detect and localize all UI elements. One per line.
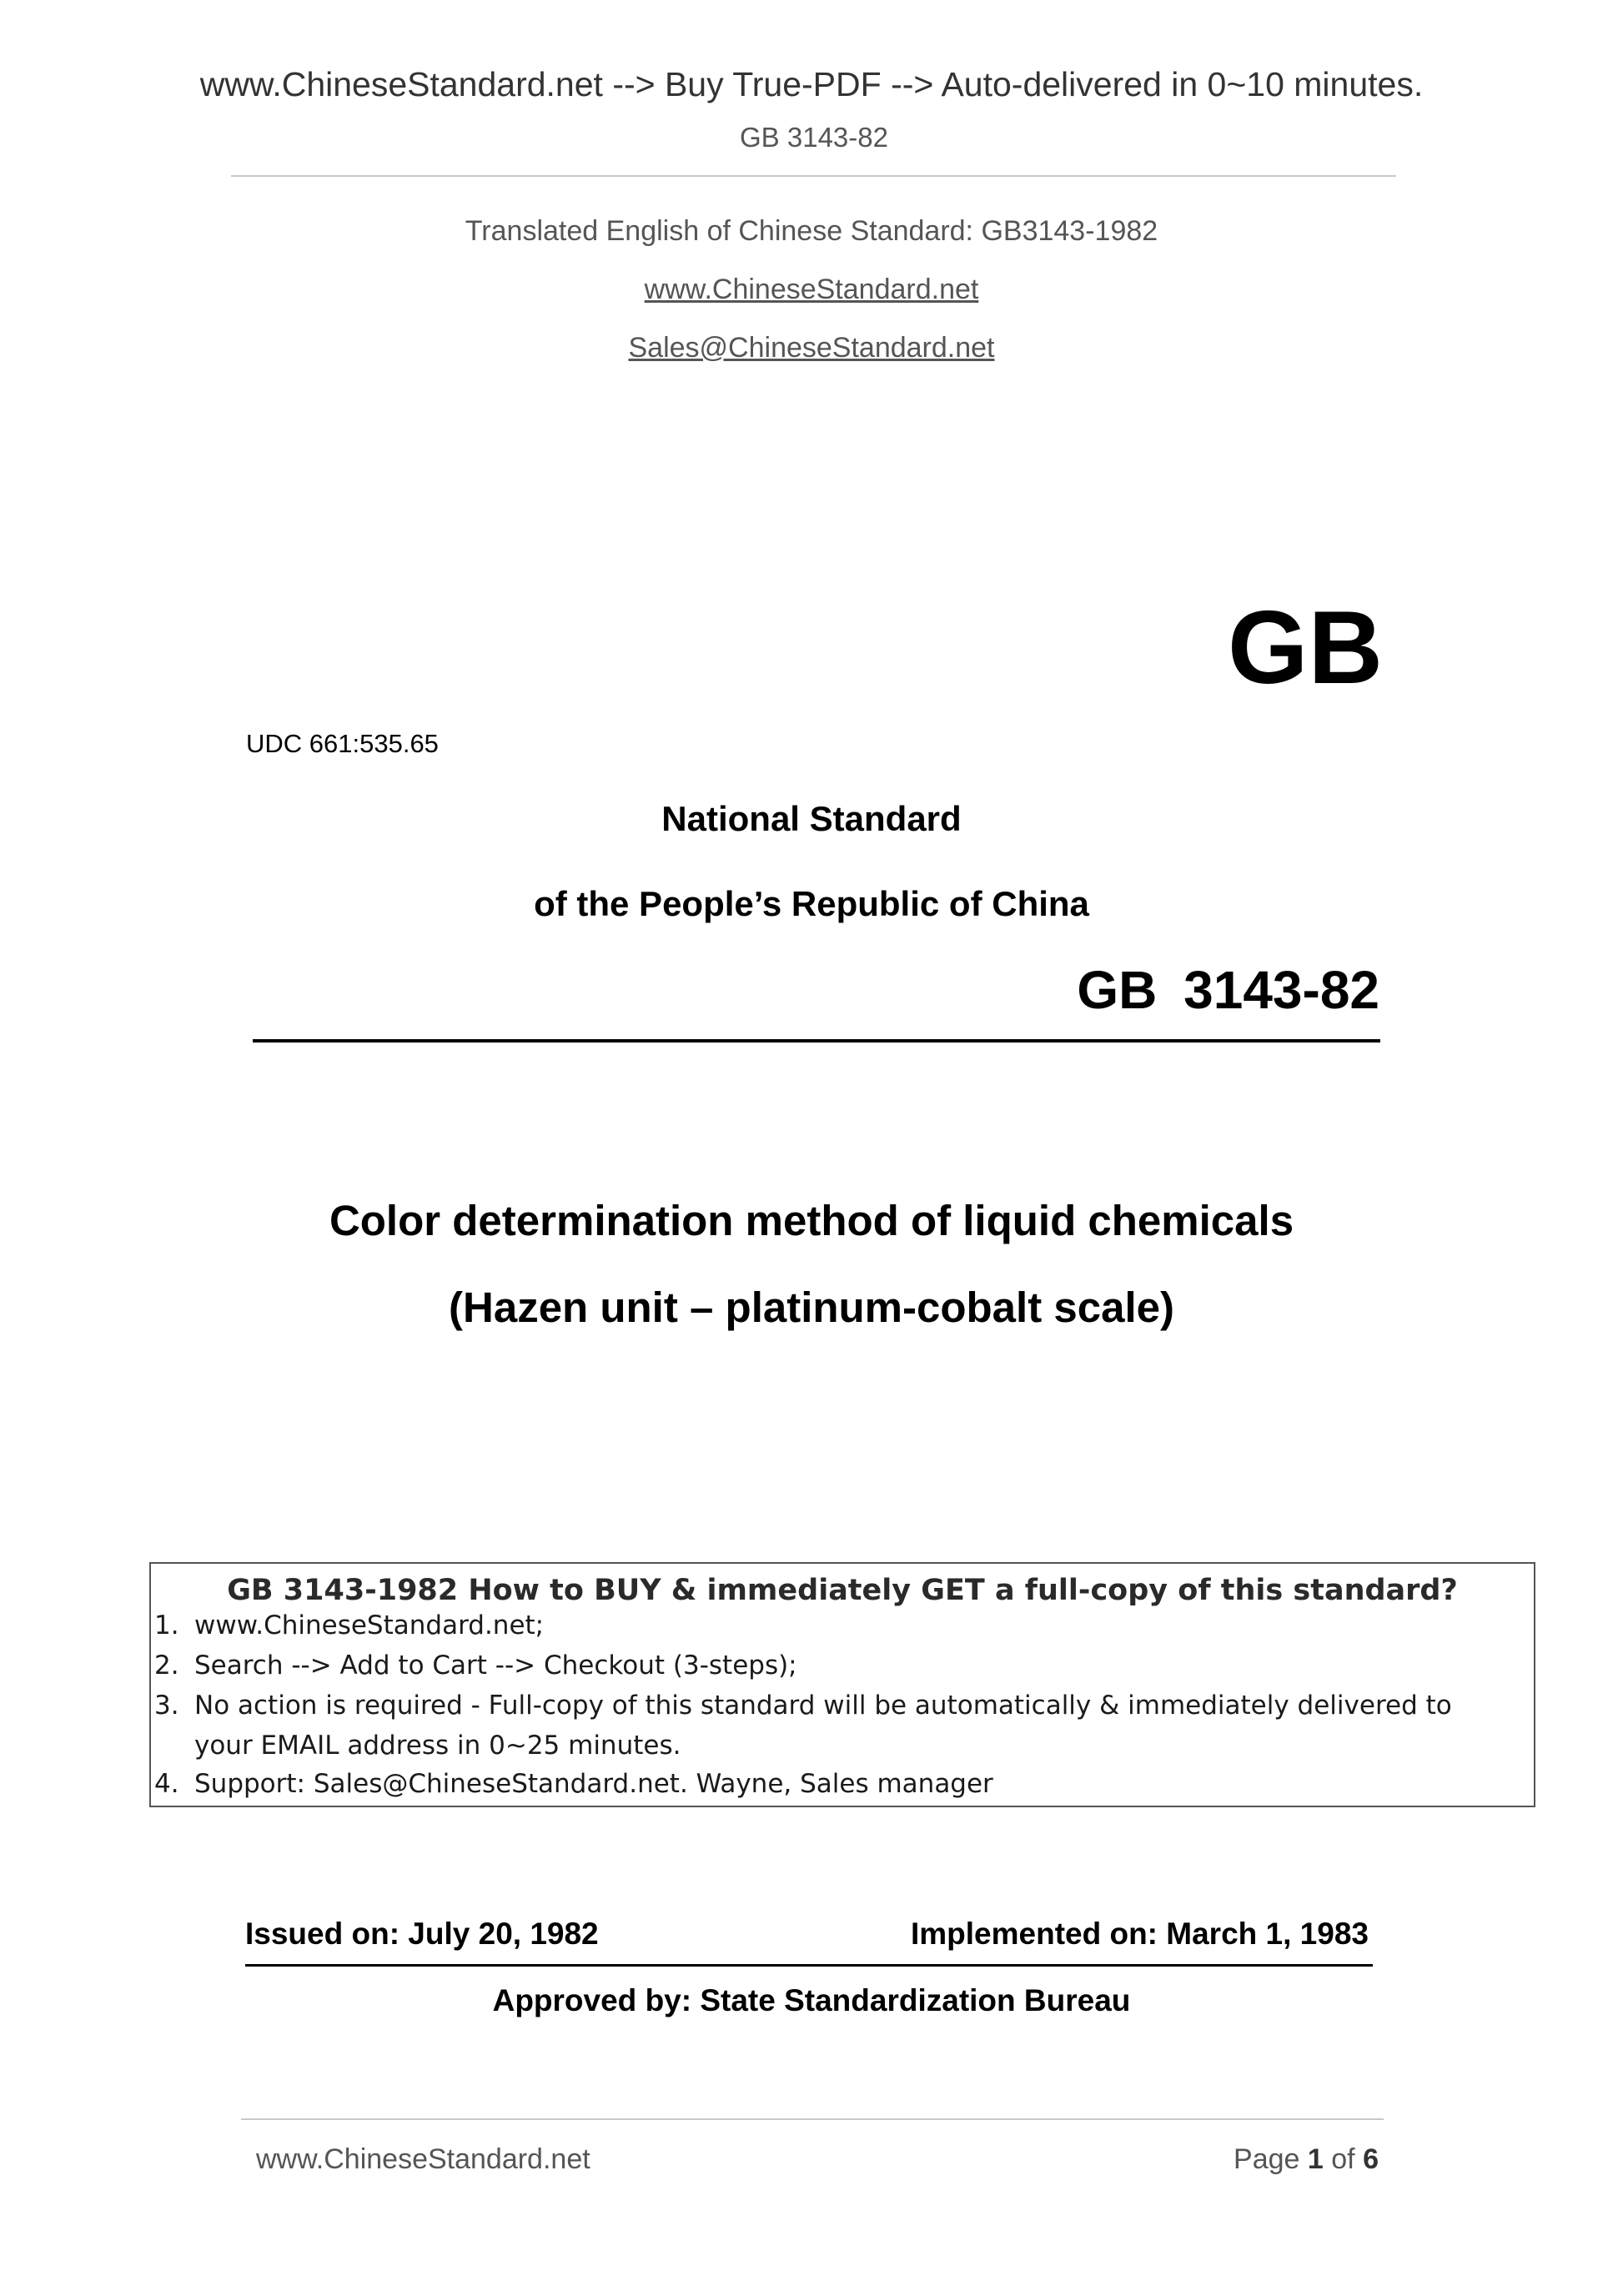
sales-email-row (0, 332, 1623, 364)
sales-email-link[interactable]: Sales@ChineseStandard.net (628, 332, 995, 364)
step-number: 1. (154, 1610, 179, 1640)
page-current: 1 (1307, 2143, 1324, 2175)
approved-by: Approved by: State Standardization Bureau (492, 1983, 1131, 2017)
step-text: No action is required - Full-copy of this standard will be automatically & immediately delivered to (194, 1691, 1452, 1721)
step-text: www.ChineseStandard.net; (194, 1610, 545, 1640)
step-number: 4. (154, 1769, 179, 1799)
dates-divider (245, 1964, 1373, 1967)
purchase-step (154, 1769, 993, 1799)
purchase-step (154, 1691, 1452, 1721)
udc-code: UDC 661:535.65 (246, 729, 439, 758)
step-number: 2. (154, 1650, 179, 1681)
purchase-box-title: GB 3143-1982 How to BUY & immediately GET a full-copy of this standard? (227, 1574, 1458, 1607)
gb-mark: GB (1228, 590, 1383, 706)
page-label: Page (1234, 2143, 1300, 2175)
title-divider (253, 1039, 1380, 1042)
republic-heading: of the People’s Republic of China (534, 884, 1089, 923)
step-text: Support: Sales@ChineseStandard.net. Wayne, Sales manager (194, 1769, 993, 1799)
top-banner: www.ChineseStandard.net --> Buy True-PDF --> Auto-delivered in 0~10 minutes. (199, 65, 1424, 103)
website-link[interactable]: www.ChineseStandard.net (644, 274, 979, 305)
step-text: Search --> Add to Cart --> Checkout (3-steps); (194, 1650, 797, 1681)
document-title-line-1: Color determination method of liquid chemicals (329, 1197, 1294, 1244)
translated-standard-line: Translated English of Chinese Standard: GB3143-1982 (465, 215, 1158, 247)
national-standard-heading: National Standard (661, 799, 962, 838)
header-doc-code: GB 3143-82 (740, 122, 888, 153)
page-total: 6 (1363, 2143, 1379, 2175)
document-title-line-2: (Hazen unit – platinum-cobalt scale) (449, 1284, 1174, 1331)
header-divider (231, 175, 1396, 177)
issued-on-date: Issued on: July 20, 1982 (245, 1917, 599, 1951)
purchase-step (154, 1610, 544, 1640)
page-indicator (1234, 2143, 1379, 2176)
purchase-step-continuation (194, 1731, 681, 1761)
footer-divider (241, 2118, 1384, 2120)
purchase-info-box (149, 1562, 1535, 1807)
implemented-on-date: Implemented on: March 1, 1983 (910, 1917, 1369, 1951)
step-number: 3. (154, 1691, 179, 1721)
standard-number: GB 3143-82 (1077, 960, 1379, 1020)
purchase-step (154, 1650, 797, 1681)
page-of: of (1331, 2143, 1355, 2175)
footer-site: www.ChineseStandard.net (256, 2143, 590, 2175)
step-text: your EMAIL address in 0~25 minutes. (194, 1731, 681, 1761)
website-link-row (0, 274, 1623, 306)
